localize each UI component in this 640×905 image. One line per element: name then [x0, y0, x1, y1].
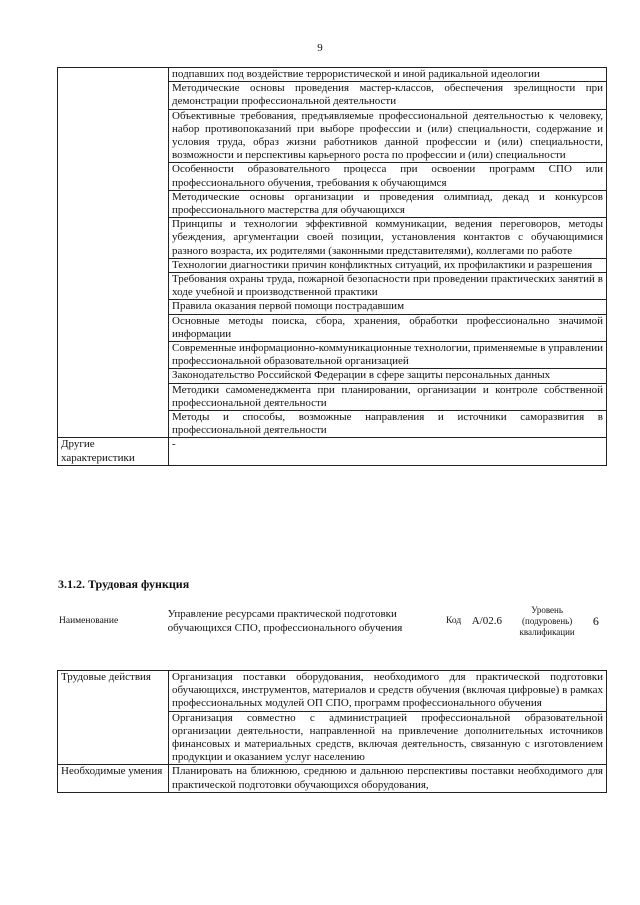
knowledge-item: Объективные требования, предъявляемые профессиональной деятельностью к человеку, набор противопоказаний при выборе профессии и (или) специальности, содержание и условия труда, образ жизни работников данной профессии и (или) специальности, возможности и перспективы карьерного роста по профессии и (или) специальности — [169, 109, 607, 163]
knowledge-item: Основные методы поиска, сбора, хранения, обработки профессионально значимой информации — [169, 314, 607, 341]
table-row — [58, 438, 607, 465]
table-row — [58, 765, 607, 792]
action-item: Организация поставки оборудования, необходимого для практической подготовки обучающихся, инструментов, материалов и средств обучения (включая цифровые) в рамках профессиональных модулей ОП СПО, программ профессионального обучения — [169, 671, 607, 712]
knowledge-table — [57, 67, 607, 466]
knowledge-item: Законодательство Российской Федерации в сфере защиты персональных данных — [169, 369, 607, 383]
code-label: Код — [446, 615, 462, 626]
code-value: A/02.6 — [471, 614, 502, 627]
function-table — [57, 670, 607, 793]
function-name: Управление ресурсами практической подготовки обучающихся СПО, профессионального обучения — [167, 608, 403, 634]
level-label: Уровень (подуровень) квалификации — [519, 605, 575, 637]
table-row — [58, 671, 607, 712]
knowledge-item: Методики самоменеджмента при планировании, организации и контроле собственной профессиональной деятельности — [169, 383, 607, 410]
knowledge-label-cell — [58, 68, 169, 438]
other-characteristics-value: - — [169, 438, 607, 465]
knowledge-item: Принципы и технологии эффективной коммуникации, ведения переговоров, методы убеждения, аргументации своей позиции, установления контактов с обучающимися разного возраста, их родителями (законными представителями), коллегами по работе — [169, 218, 607, 259]
knowledge-item: Особенности образовательного процесса при освоении программ СПО или профессионального обучения, требования к обучающимся — [169, 163, 607, 190]
page-number: 9 — [317, 42, 323, 54]
function-header — [57, 605, 607, 638]
actions-label: Трудовые действия — [58, 671, 169, 765]
knowledge-item: Требования охраны труда, пожарной безопасности при проведении практических занятий в ходе учебной и производственной практики — [169, 273, 607, 300]
table-row — [58, 68, 607, 82]
section-title: 3.1.2. Трудовая функция — [58, 577, 190, 591]
knowledge-item: Методы и способы, возможные направления и источники саморазвития в профессиональной деятельности — [169, 411, 607, 438]
knowledge-item: подпавших под воздействие террористической и иной радикальной идеологии — [169, 68, 607, 82]
knowledge-item: Методические основы проведения мастер-классов, обеспечения зрелищности при демонстрации профессиональной деятельности — [169, 82, 607, 109]
name-label: Наименование — [59, 615, 119, 626]
knowledge-item: Современные информационно-коммуникационные технологии, применяемые в управлении профессиональной образовательной организацией — [169, 342, 607, 369]
skill-item: Планировать на ближнюю, среднюю и дальнюю перспективы поставки необходимого для практической подготовки обучающихся оборудования, — [169, 765, 607, 792]
skills-label: Необходимые умения — [58, 765, 169, 792]
level-value: 6 — [592, 613, 599, 628]
action-item: Организация совместно с администрацией профессиональной образовательной организации деятельности, направленной на привлечение дополнительных источников финансовых и материальных средств, включая деятельность, связанную с изготовлением продукции и оказанием услуг населению — [169, 711, 607, 765]
other-characteristics-label: Другие характеристики — [58, 438, 169, 465]
knowledge-item: Правила оказания первой помощи пострадавшим — [169, 300, 607, 314]
knowledge-item: Технологии диагностики причин конфликтных ситуаций, их профилактики и разрешения — [169, 258, 607, 272]
knowledge-item: Методические основы организации и проведения олимпиад, декад и конкурсов профессионального мастерства для обучающихся — [169, 190, 607, 217]
